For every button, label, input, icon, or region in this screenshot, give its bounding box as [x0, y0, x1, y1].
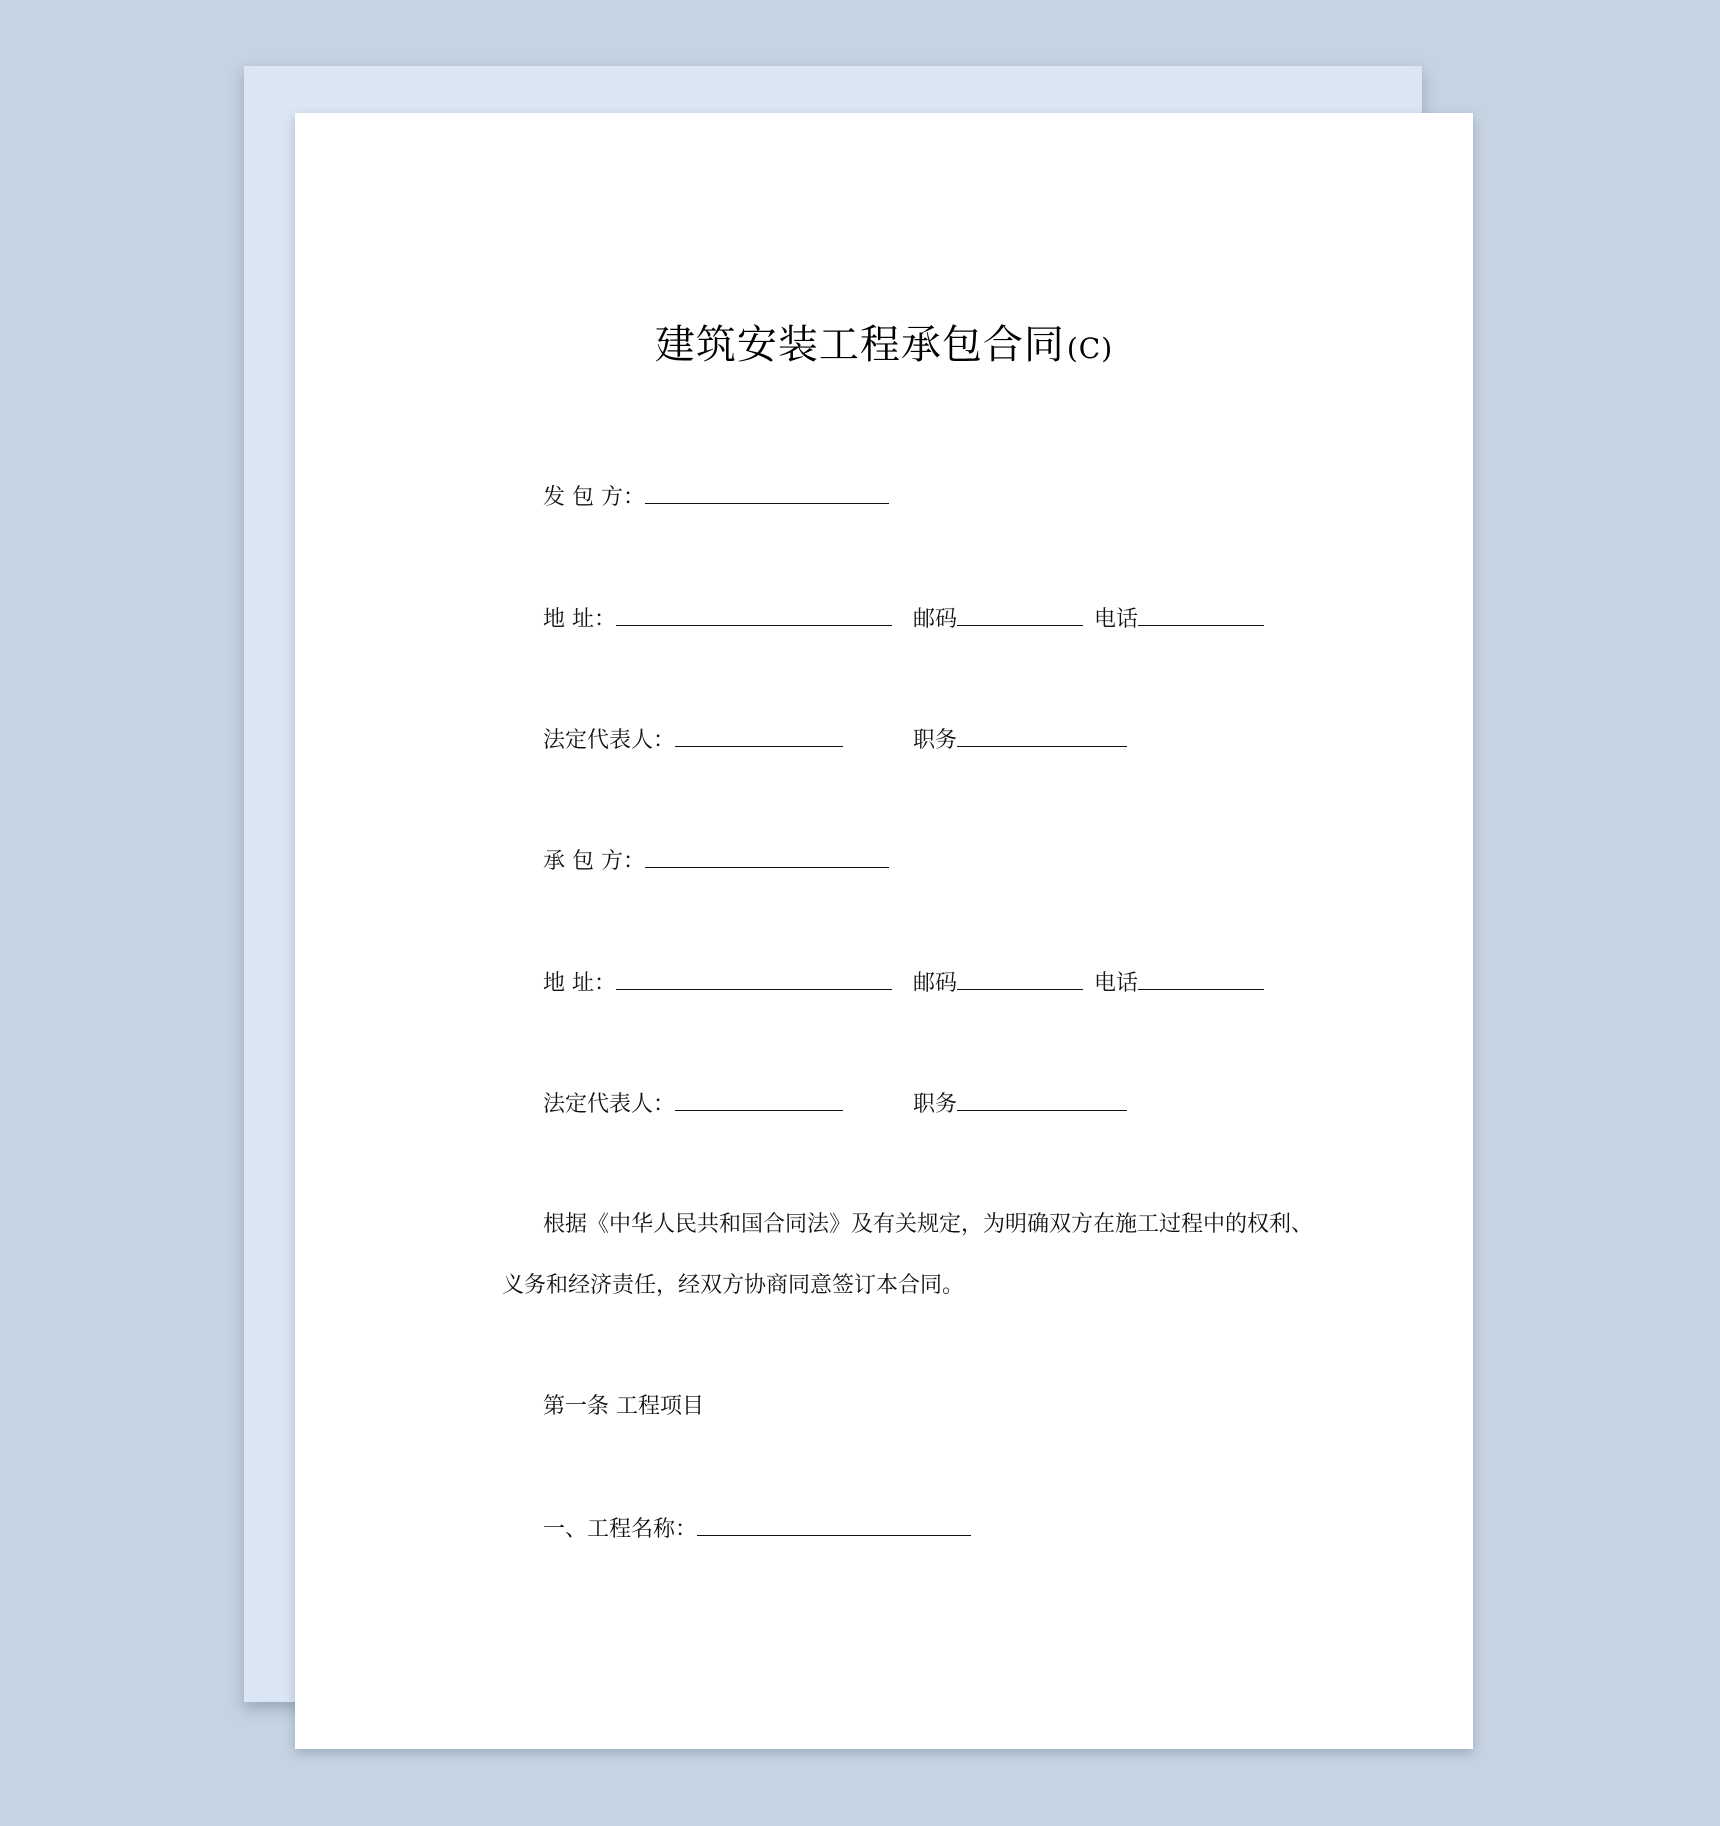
employer-blank: [645, 481, 889, 504]
contractor-phone-label: 电话: [1094, 971, 1139, 996]
employer-label: 发 包 方：: [543, 485, 645, 510]
contractor-phone-field: [1094, 967, 1264, 999]
intro-line-1: 根据《中华人民共和国合同法》及有关规定，为明确双方在施工过程中的权利、: [543, 1212, 1314, 1237]
document-page: [295, 113, 1473, 1749]
title-suffix: (C): [1066, 332, 1114, 365]
contractor-address-blank: [616, 967, 892, 990]
employer-postcode-label: 邮码: [913, 607, 958, 632]
contractor-position-label: 职务: [913, 1092, 958, 1117]
employer-legal-rep-label: 法定代表人：: [543, 728, 676, 753]
employer-address-blank: [616, 603, 892, 626]
contractor-label: 承 包 方：: [543, 849, 645, 874]
employer-address-field: [543, 603, 892, 635]
contractor-legal-rep-field: [543, 1088, 843, 1120]
project-name-blank: [697, 1513, 971, 1536]
project-name-field: [543, 1513, 971, 1545]
employer-position-label: 职务: [913, 728, 958, 753]
title-text: 建筑安装工程承包合同: [654, 322, 1065, 368]
employer-position-blank: [957, 724, 1127, 747]
document-title: [295, 313, 1473, 370]
project-name-label: 一、工程名称：: [543, 1517, 698, 1542]
employer-legal-rep-blank: [675, 724, 843, 747]
employer-phone-label: 电话: [1094, 607, 1139, 632]
contractor-postcode-label: 邮码: [913, 971, 958, 996]
contractor-address-field: [543, 967, 892, 999]
contractor-blank: [645, 845, 889, 868]
employer-field: [543, 481, 889, 513]
employer-postcode-blank: [957, 603, 1083, 626]
employer-address-label: 地 址：: [543, 607, 616, 632]
contractor-field: [543, 845, 889, 877]
contractor-address-label: 地 址：: [543, 971, 616, 996]
contractor-legal-rep-label: 法定代表人：: [543, 1092, 676, 1117]
contractor-phone-blank: [1138, 967, 1264, 990]
intro-line-2: 义务和经济责任，经双方协商同意签订本合同。: [502, 1273, 965, 1298]
contractor-position-blank: [957, 1088, 1127, 1111]
employer-phone-blank: [1138, 603, 1264, 626]
contractor-legal-rep-blank: [675, 1088, 843, 1111]
employer-legal-rep-field: [543, 724, 843, 756]
employer-postcode-field: [913, 603, 1083, 635]
employer-position-field: [913, 724, 1127, 756]
article-1-heading: 第一条 工程项目: [543, 1394, 704, 1419]
contractor-position-field: [913, 1088, 1127, 1120]
contractor-postcode-field: [913, 967, 1083, 999]
employer-phone-field: [1094, 603, 1264, 635]
contractor-postcode-blank: [957, 967, 1083, 990]
